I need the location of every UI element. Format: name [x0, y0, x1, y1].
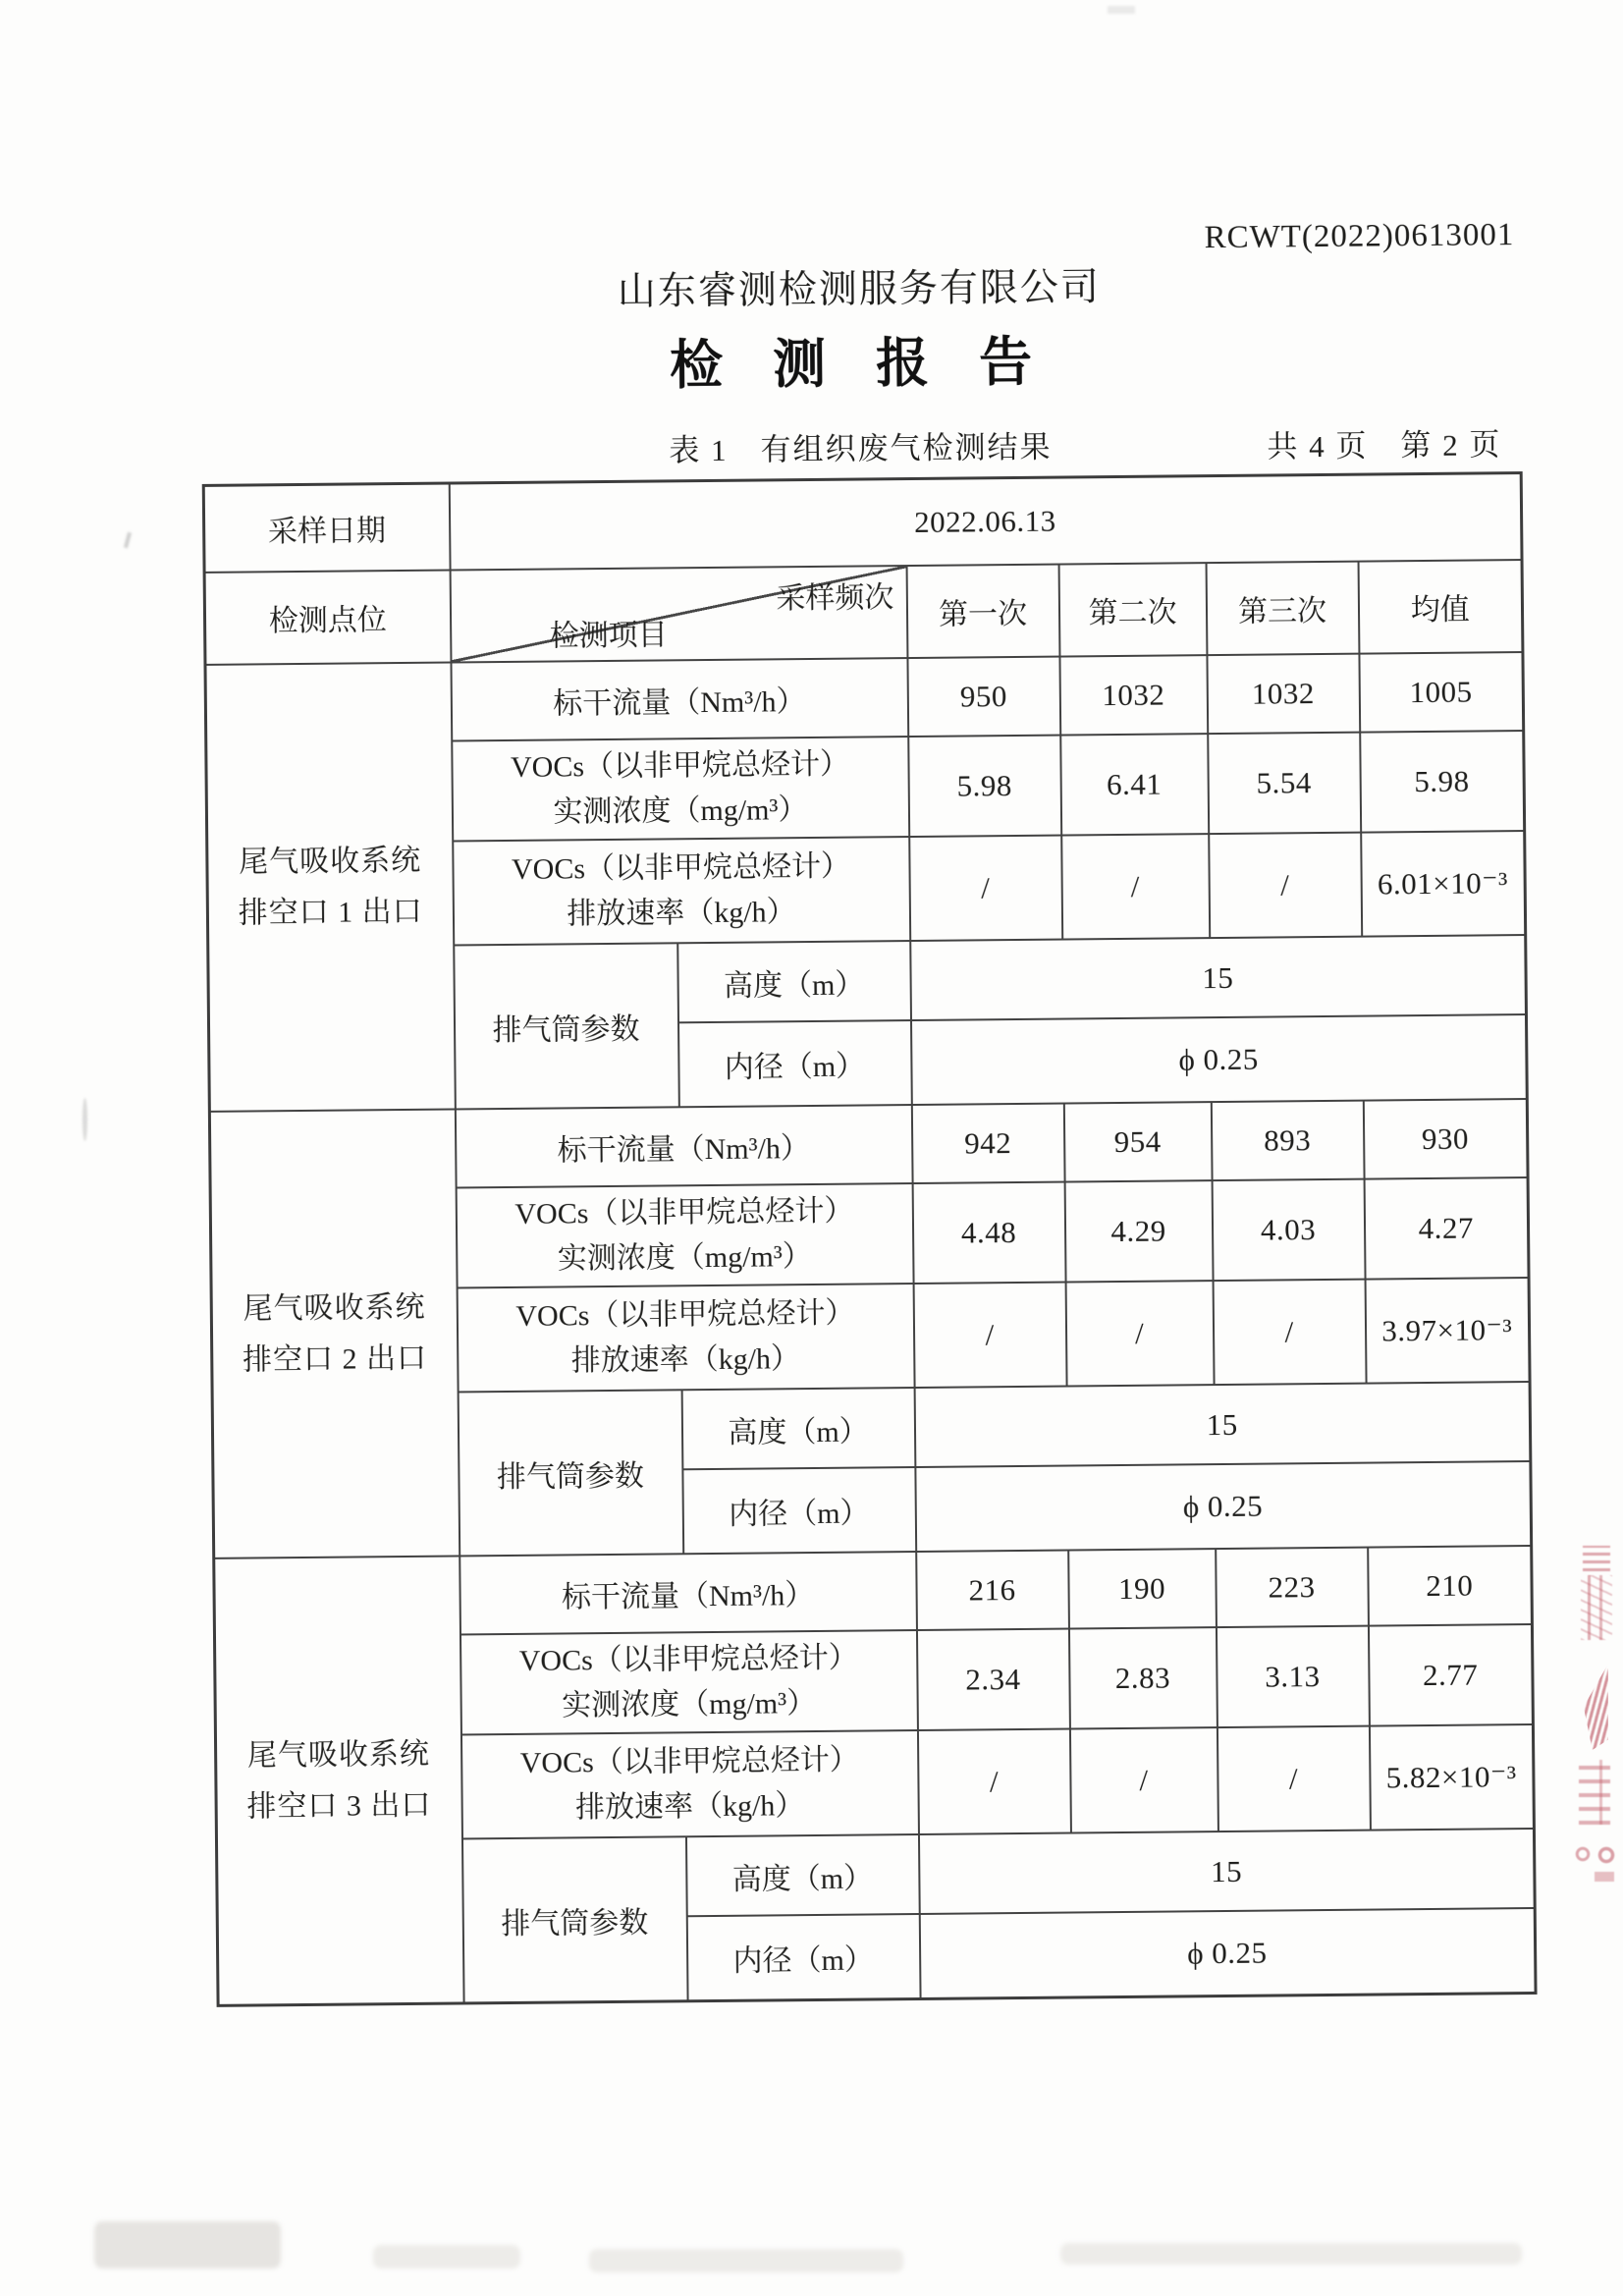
red-stamp-fragment — [1581, 1575, 1612, 1640]
scan-speck — [1108, 6, 1135, 14]
value-cell: 942 — [911, 1104, 1064, 1183]
value-cell: / — [1065, 1281, 1214, 1386]
stack-params-cell: 排气筒参数 — [454, 943, 679, 1109]
stack-params-cell: 排气筒参数 — [458, 1390, 683, 1556]
point-name-cell — [214, 1556, 463, 2005]
item-label-line1: VOCs（以非甲烷总烃计） — [510, 747, 850, 784]
value-cell: 893 — [1211, 1101, 1364, 1180]
param-value-cell: ϕ 0.25 — [919, 1908, 1536, 1999]
red-stamp-fragment — [1571, 1842, 1616, 1884]
value-cell: / — [1209, 833, 1362, 938]
value-cell: 4.03 — [1212, 1179, 1365, 1281]
value-cell: / — [1069, 1727, 1217, 1832]
point-name-cell — [205, 663, 455, 1112]
value-cell: 2.34 — [916, 1629, 1069, 1730]
page-indicator: 共 4 页 第 2 页 — [1267, 427, 1502, 465]
value-cell: 5.82×10⁻³ — [1369, 1724, 1534, 1831]
diagonal-header-cell — [450, 566, 907, 662]
value-cell: / — [917, 1729, 1070, 1834]
stack-params-cell: 排气筒参数 — [461, 1836, 687, 2003]
value-cell: / — [909, 836, 1062, 941]
table-row — [209, 1099, 1528, 1190]
value-cell: 954 — [1063, 1102, 1212, 1181]
sampling-date-label-cell: 采样日期 — [203, 483, 450, 573]
item-label-cell — [456, 1183, 913, 1287]
red-stamp-fragment — [1583, 1546, 1610, 1571]
scan-speck — [82, 1098, 87, 1141]
item-label-cell — [452, 737, 909, 841]
value-cell: 210 — [1368, 1546, 1533, 1626]
param-value-cell: 15 — [910, 935, 1527, 1020]
value-cell: 4.29 — [1064, 1180, 1213, 1282]
value-cell: 3.13 — [1216, 1626, 1369, 1727]
param-label-cell: 内径（m） — [682, 1467, 916, 1554]
param-value-cell: 15 — [914, 1382, 1531, 1467]
table-caption: 表 1 有组织废气检测结果 — [669, 429, 1053, 468]
table-row — [203, 473, 1522, 573]
value-cell: 5.54 — [1208, 733, 1361, 834]
value-cell: 930 — [1363, 1099, 1528, 1179]
diagonal-header-wrap — [451, 567, 906, 661]
value-cell: / — [1217, 1726, 1370, 1831]
sampling-date-value-cell: 2022.06.13 — [449, 473, 1522, 571]
item-label-line1: VOCs（以非甲烷总烃计） — [515, 1296, 855, 1333]
value-cell: / — [1213, 1280, 1366, 1385]
item-label-line2: 排放速率（kg/h） — [570, 1342, 801, 1378]
param-label-cell: 高度（m） — [677, 941, 911, 1022]
value-cell: 4.27 — [1364, 1177, 1529, 1280]
value-cell: / — [1061, 834, 1210, 939]
scan-smudge — [373, 2245, 520, 2269]
item-label-line2: 实测浓度（mg/m³） — [562, 1686, 817, 1722]
freq-header-cell: 均值 — [1358, 560, 1523, 654]
param-value-cell: 15 — [918, 1829, 1535, 1914]
value-cell: / — [913, 1283, 1066, 1388]
value-cell: 5.98 — [1360, 731, 1525, 833]
report-number: RCWT(2022)0613001 — [1204, 217, 1515, 256]
diagonal-top-label: 采样频次 — [776, 581, 894, 616]
point-name-line2: 排空口 1 出口 — [238, 895, 423, 930]
point-name-line2: 排空口 2 出口 — [242, 1341, 428, 1377]
item-label-cell: 标干流量（Nm³/h） — [455, 1105, 912, 1187]
point-column-header-cell: 检测点位 — [204, 571, 451, 665]
param-value-cell: ϕ 0.25 — [915, 1461, 1532, 1552]
item-label-cell: 标干流量（Nm³/h） — [460, 1552, 917, 1634]
value-cell: 190 — [1068, 1549, 1217, 1628]
value-cell: 3.97×10⁻³ — [1365, 1278, 1530, 1384]
caption-row — [201, 417, 1519, 473]
value-cell: 5.98 — [908, 736, 1061, 837]
value-cell: 6.01×10⁻³ — [1361, 831, 1526, 937]
point-name-line1: 尾气吸收系统 — [243, 1290, 426, 1326]
value-cell: 950 — [907, 657, 1060, 737]
point-name-cell — [209, 1109, 459, 1558]
freq-header-cell: 第二次 — [1058, 563, 1207, 656]
param-label-cell: 高度（m） — [685, 1834, 919, 1916]
scan-smudge — [589, 2249, 903, 2272]
item-label-line1: VOCs（以非甲烷总烃计） — [518, 1641, 858, 1677]
table-row — [205, 652, 1524, 743]
report-title: 检 测 报 告 — [669, 332, 1051, 396]
item-label-cell — [460, 1730, 918, 1838]
value-cell: 2.83 — [1068, 1627, 1217, 1728]
item-label-line1: VOCs（以非甲烷总烃计） — [511, 849, 851, 886]
item-label-line2: 排放速率（kg/h） — [567, 896, 796, 931]
scan-smudge — [1060, 2243, 1522, 2265]
item-label-line2: 实测浓度（mg/m³） — [553, 793, 808, 829]
value-cell: 223 — [1216, 1548, 1369, 1627]
param-value-cell: ϕ 0.25 — [911, 1014, 1528, 1105]
item-label-line1: VOCs（以非甲烷总烃计） — [519, 1743, 859, 1779]
value-cell: 4.48 — [912, 1182, 1065, 1284]
point-name-line1: 尾气吸收系统 — [246, 1737, 431, 1773]
item-label-line2: 排放速率（kg/h） — [574, 1789, 805, 1825]
freq-header-cell: 第三次 — [1206, 562, 1359, 655]
value-cell: 1032 — [1207, 654, 1360, 734]
value-cell: 2.77 — [1368, 1624, 1533, 1726]
value-cell: 216 — [916, 1551, 1069, 1630]
diagonal-bottom-label: 检测项目 — [549, 619, 668, 653]
item-label-line2: 实测浓度（mg/m³） — [557, 1240, 812, 1276]
item-label-line1: VOCs（以非甲烷总烃计） — [514, 1194, 854, 1230]
company-name: 山东睿测检测服务有限公司 — [617, 266, 1102, 313]
param-label-cell: 内径（m） — [678, 1020, 912, 1107]
red-stamp-fragment — [1579, 1760, 1610, 1825]
table-row — [214, 1546, 1533, 1637]
value-cell: 1005 — [1359, 652, 1524, 733]
param-label-cell: 内径（m） — [686, 1914, 920, 2001]
point-name-line1: 尾气吸收系统 — [239, 844, 422, 879]
point-name-line2: 排空口 3 出口 — [246, 1788, 432, 1824]
results-table — [202, 471, 1538, 2007]
item-label-cell: 标干流量（Nm³/h） — [451, 658, 908, 740]
table-row — [204, 560, 1523, 665]
value-cell: 1032 — [1059, 655, 1208, 735]
scan-smudge — [94, 2221, 281, 2269]
value-cell: 6.41 — [1060, 734, 1209, 835]
param-label-cell: 高度（m） — [681, 1388, 915, 1469]
item-label-cell — [453, 837, 910, 945]
item-label-cell — [457, 1284, 914, 1392]
item-label-cell — [460, 1630, 917, 1734]
freq-header-cell: 第一次 — [906, 565, 1059, 658]
